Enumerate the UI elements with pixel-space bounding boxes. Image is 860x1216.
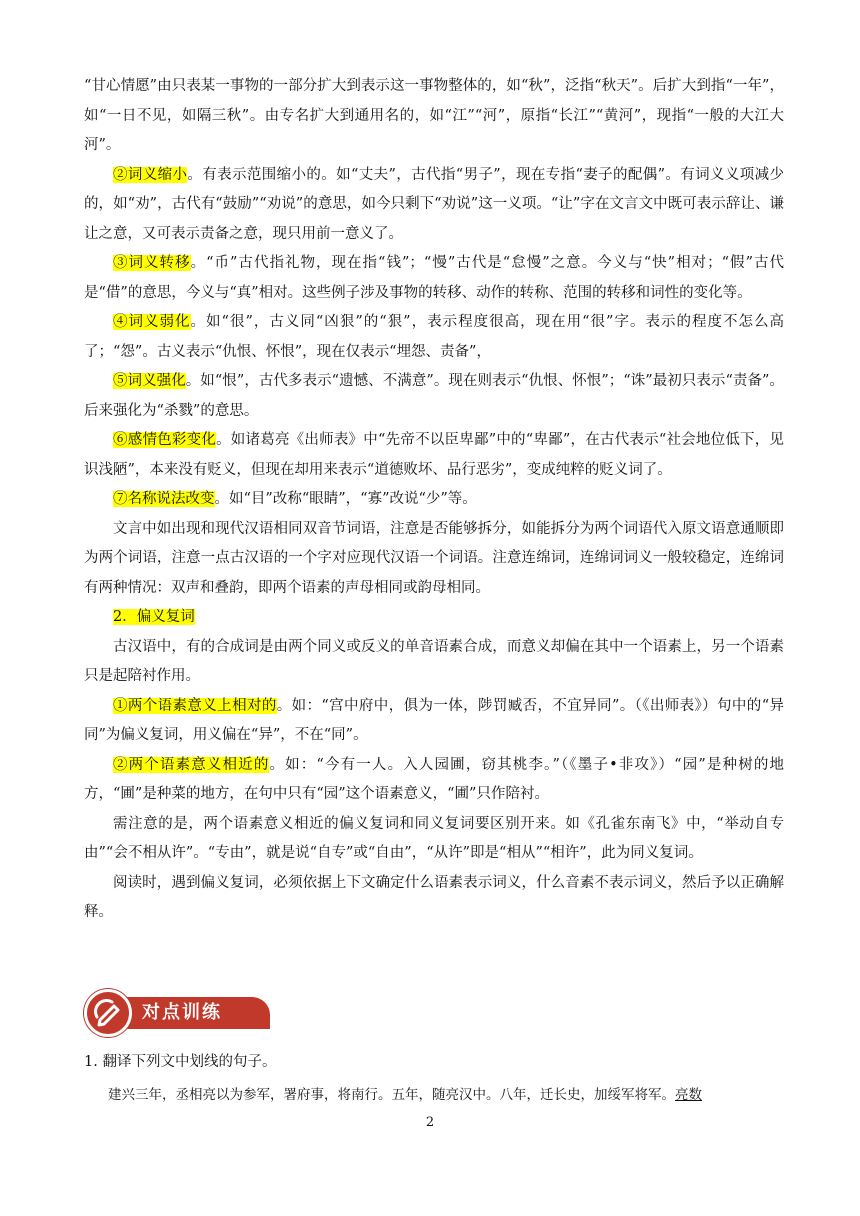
- paragraph-text: 。“币”古代指礼物，现在指“钱”；“慢”古代是“怠慢”之意。今义与“快”相对；“假”古代是“借”的意思，今义与“真”相对。这些例子涉及事物的转移、动作的转称、范围的转移和词性的变化等。: [84, 255, 784, 301]
- pencil-icon: [84, 989, 132, 1037]
- paragraph-text: 。如“目”改称“眼睛”，“寡”改说“少”等。: [214, 491, 477, 507]
- highlighted-heading: ②两个语素意义相近的: [113, 756, 270, 773]
- body-text: [84, 72, 784, 928]
- paragraph: [84, 751, 784, 810]
- paragraph: [84, 426, 784, 485]
- paragraph: 文言中如出现和现代汉语相同双音节词语，注意是否能够拆分，如能拆分为两个词语代入原文语意通顺即为两个词语，注意一点古汉语的一个字对应现代汉语一个词语。注意连绵词，连绵词词义一般较稳定，连绵词有两种情况：双声和叠韵，即两个语素的声母相同或韵母相同。: [84, 520, 784, 596]
- underlined-sentence: 亮数: [675, 1087, 702, 1103]
- excerpt-plain: 建兴三年，丞相亮以为参军，署府事，将南行。五年，随亮汉中。八年，迁长史，加绥军将军。: [108, 1087, 675, 1103]
- page-number: 2: [425, 1115, 435, 1130]
- question-prompt: 1. 翻译下列文中划线的句子。: [84, 1054, 277, 1070]
- highlighted-heading: ②词义缩小: [113, 166, 188, 183]
- paragraph: 需注意的是，两个语素意义相近的偏义复词和同义复词要区别开来。如《孔雀东南飞》中，“举动自专由”“会不相从许”。“专由”，就是说“自专”或“自由”，“从许”即是“相从”“相许”，此为同义复词。: [84, 815, 784, 861]
- section-heading: [84, 603, 784, 633]
- paragraph: [84, 692, 784, 751]
- paragraph: “甘心情愿”由只表某一事物的一部分扩大到表示这一事物整体的，如“秋”，泛指“秋天”。后扩大到指“一年”，如“一日不见，如隔三秋”。由专名扩大到通用名的，如“江”“河”，原指“长江”“黄河”，现指“一般的大江大河”。: [84, 78, 784, 153]
- highlighted-heading: ①两个语素意义上相对的: [113, 697, 277, 714]
- paragraph-text: 。如诸葛亮《出师表》中“先帝不以臣卑鄙”中的“卑鄙”，在古代表示“社会地位低下，见识浅陋”，本来没有贬义，但现在却用来表示“道德败坏、品行恶劣”，变成纯粹的贬义词了。: [84, 432, 785, 478]
- highlighted-heading: ⑦名称说法改变: [113, 491, 215, 507]
- paragraph: [84, 161, 784, 250]
- paragraph-text: 。如“很”，古义同“凶狠”的“狠”，表示程度很高，现在用“很”字。表示的程度不怎么高了；“怨”。古义表示“仇恨、怀恨”，现在仅表示“埋怨、责备”，: [84, 314, 784, 360]
- highlighted-heading: 2．偏义复词: [113, 609, 195, 625]
- paragraph-text: 。如“恨”，古代多表示“遗憾、不满意”。现在则表示“仇恨、怀恨”；“诛”最初只表示“责备”。后来强化为“杀戮”的意思。: [84, 373, 784, 419]
- paragraph-text: 。有表示范围缩小的。如“丈夫”，古代指“男子”，现在专指“妻子的配偶”。有词义义项减少的，如“劝”，古代有“鼓励”“劝说”的意思，如今只剩下“劝说”这一义项。“让”字在文言文中既可表示辞让、谦让之意，又可表示责备之意，现只用前一意义了。: [84, 166, 785, 242]
- paragraph: 阅读时，遇到偏义复词，必须依据上下文确定什么语素表示词义，什么音素不表示词义，然后予以正确解释。: [84, 874, 784, 920]
- highlighted-heading: ③词义转移: [113, 255, 191, 271]
- highlighted-heading: ④词义弱化: [113, 314, 191, 330]
- banner-title: 对点训练: [142, 1002, 222, 1023]
- highlighted-heading: ⑥感情色彩变化: [113, 432, 217, 448]
- paragraph-text: 。如：“今有一人。入人园圃，窃其桃李。”（《墨子•非攻》）“园”是种树的地方，“圃”是种菜的地方，在句中只有“园”这个语素意义，“圃”只作陪衬。: [84, 756, 785, 802]
- highlighted-heading: ⑤词义强化: [113, 373, 186, 389]
- paragraph: [84, 308, 784, 367]
- paragraph: 古汉语中，有的合成词是由两个同义或反义的单音语素合成，而意义却偏在其中一个语素上，另一个语素只是起陪衬作用。: [84, 638, 784, 684]
- paragraph-text: 。如：“宫中府中，俱为一体，陟罚臧否，不宜异同”。（《出师表》）句中的“异同”为偏义复词，用义偏在“异”，不在“同”。: [84, 697, 784, 743]
- excerpt-text: [108, 1083, 784, 1107]
- section-banner: [84, 989, 270, 1037]
- paragraph: [84, 485, 784, 515]
- paragraph: [84, 249, 784, 308]
- paragraph: [84, 367, 784, 426]
